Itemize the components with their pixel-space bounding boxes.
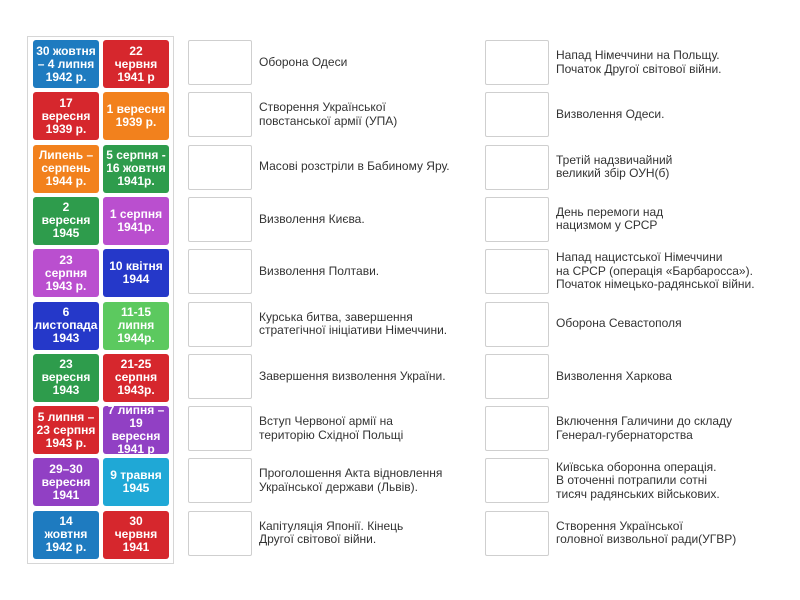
right-event-description: День перемоги над нацизмом у СРСР	[556, 204, 664, 233]
answer-tile-label: 21-25 серпня 1943р.	[114, 357, 158, 398]
left-drop-slot[interactable]	[188, 145, 252, 190]
answer-tile-label: 1 вересня 1939 р.	[106, 102, 166, 130]
answer-tile-label: 7 липня – 19 вересня 1941 р	[107, 403, 165, 457]
left-event-description: Вступ Червоної армії на територію Східної Польщі	[259, 414, 404, 442]
answer-tile[interactable]	[103, 354, 169, 402]
answer-tile[interactable]	[33, 197, 99, 245]
answer-tile[interactable]	[33, 458, 99, 506]
answer-tile[interactable]	[103, 511, 169, 559]
right-event-description: Напад Німеччини на Польщу. Початок Другої світової війни.	[556, 48, 722, 76]
left-event-description: Курська битва, завершення стратегічної ініціативи Німеччини.	[259, 309, 448, 337]
answer-tile[interactable]	[33, 354, 99, 402]
right-drop-slot[interactable]	[485, 145, 549, 190]
right-event-description: Третій надзвичайний великий збір ОУН(б)	[556, 152, 673, 181]
answer-tile[interactable]	[103, 145, 169, 193]
answer-tile-label: 30 червня 1941	[114, 514, 158, 555]
right-drop-slot[interactable]	[485, 458, 549, 503]
right-event-description: Включення Галичини до складу Генерал-губернаторства	[556, 414, 733, 442]
left-event-description: Проголошення Акта відновлення Української держави (Львів).	[259, 466, 443, 494]
right-drop-slot[interactable]	[485, 302, 549, 347]
answer-tile[interactable]	[103, 403, 169, 457]
tile-panel	[27, 36, 174, 564]
answer-tile-label: 23 серпня 1943 р.	[44, 252, 88, 293]
right-drop-slot[interactable]	[485, 249, 549, 294]
right-event-description: Створення Української головної визвольної ради(УГВР)	[556, 518, 737, 547]
answer-tile[interactable]	[33, 40, 99, 88]
right-event-description: Оборона Севастополя	[556, 316, 682, 331]
left-event-description: Визволення Києва.	[259, 211, 365, 226]
left-drop-slot[interactable]	[188, 197, 252, 242]
left-drop-slot[interactable]	[188, 458, 252, 503]
answer-tile[interactable]	[103, 302, 169, 350]
right-event-description: Напад нацистської Німеччини на СРСР (операція «Барбаросса»). Початок німецько-радянської війни.	[556, 250, 755, 292]
answer-tile[interactable]	[103, 458, 169, 506]
right-drop-slot[interactable]	[485, 92, 549, 137]
answer-tile-label: 23 вересня 1943	[41, 357, 91, 398]
answer-tile-label: Липень – серпень 1944 р.	[38, 148, 94, 189]
answer-tile-label: 10 квітня 1944	[109, 259, 163, 287]
answer-tile[interactable]	[103, 197, 169, 245]
left-event-description: Оборона Одеси	[259, 54, 348, 69]
left-event-description: Масові розстріли в Бабиному Яру.	[259, 159, 450, 174]
right-drop-slot[interactable]	[485, 511, 549, 556]
answer-tile-label: 11-15 липня 1944р.	[117, 305, 155, 345]
left-event-description: Створення Української повстанської армії (УПА)	[259, 100, 398, 128]
left-drop-slot[interactable]	[188, 354, 252, 399]
left-drop-slot[interactable]	[188, 406, 252, 451]
answer-tile[interactable]	[103, 40, 169, 88]
answer-tile-label: 17 вересня 1939 р.	[41, 95, 91, 136]
right-drop-slot[interactable]	[485, 406, 549, 451]
answer-tile[interactable]	[103, 249, 169, 297]
left-event-description: Завершення визволення України.	[259, 368, 446, 383]
answer-tile[interactable]	[33, 92, 99, 140]
answer-tile-label: 6 листопада 1943	[34, 305, 98, 345]
left-drop-slot[interactable]	[188, 249, 252, 294]
answer-tile[interactable]	[33, 511, 99, 559]
right-drop-slot[interactable]	[485, 197, 549, 242]
left-drop-slot[interactable]	[188, 511, 252, 556]
left-drop-slot[interactable]	[188, 92, 252, 137]
answer-tile[interactable]	[33, 145, 99, 193]
right-event-description: Визволення Одеси.	[556, 107, 665, 122]
answer-tile-label: 30 жовтня – 4 липня 1942 р.	[36, 43, 96, 84]
answer-tile-label: 5 серпня - 16 жовтня 1941р.	[106, 148, 166, 189]
answer-tile-label: 5 липня – 23 серпня 1943 р.	[36, 409, 96, 450]
answer-tile-label: 14 жовтня 1942 р.	[44, 514, 88, 555]
right-drop-slot[interactable]	[485, 354, 549, 399]
left-drop-slot[interactable]	[188, 40, 252, 85]
answer-tile-label: 1 серпня 1941р.	[109, 206, 163, 234]
answer-tile[interactable]	[33, 249, 99, 297]
answer-tile[interactable]	[33, 302, 99, 350]
answer-tile-label: 29–30 вересня 1941	[41, 461, 91, 502]
left-event-description: Визволення Полтави.	[259, 263, 380, 278]
right-event-description: Київська оборонна операція. В оточенні потрапили сотні тисяч радянських військових.	[556, 459, 720, 501]
right-drop-slot[interactable]	[485, 40, 549, 85]
left-drop-slot[interactable]	[188, 302, 252, 347]
answer-tile-label: 9 травня 1945	[110, 468, 162, 496]
answer-tile[interactable]	[103, 92, 169, 140]
left-event-description: Капітуляція Японії. Кінець Другої світової війни.	[259, 518, 404, 547]
answer-tile-label: 22 червня 1941 р	[114, 43, 158, 84]
right-event-description: Визволення Харкова	[556, 368, 672, 383]
answer-tile-label: 2 вересня 1945	[41, 200, 91, 241]
answer-tile[interactable]	[33, 406, 99, 454]
